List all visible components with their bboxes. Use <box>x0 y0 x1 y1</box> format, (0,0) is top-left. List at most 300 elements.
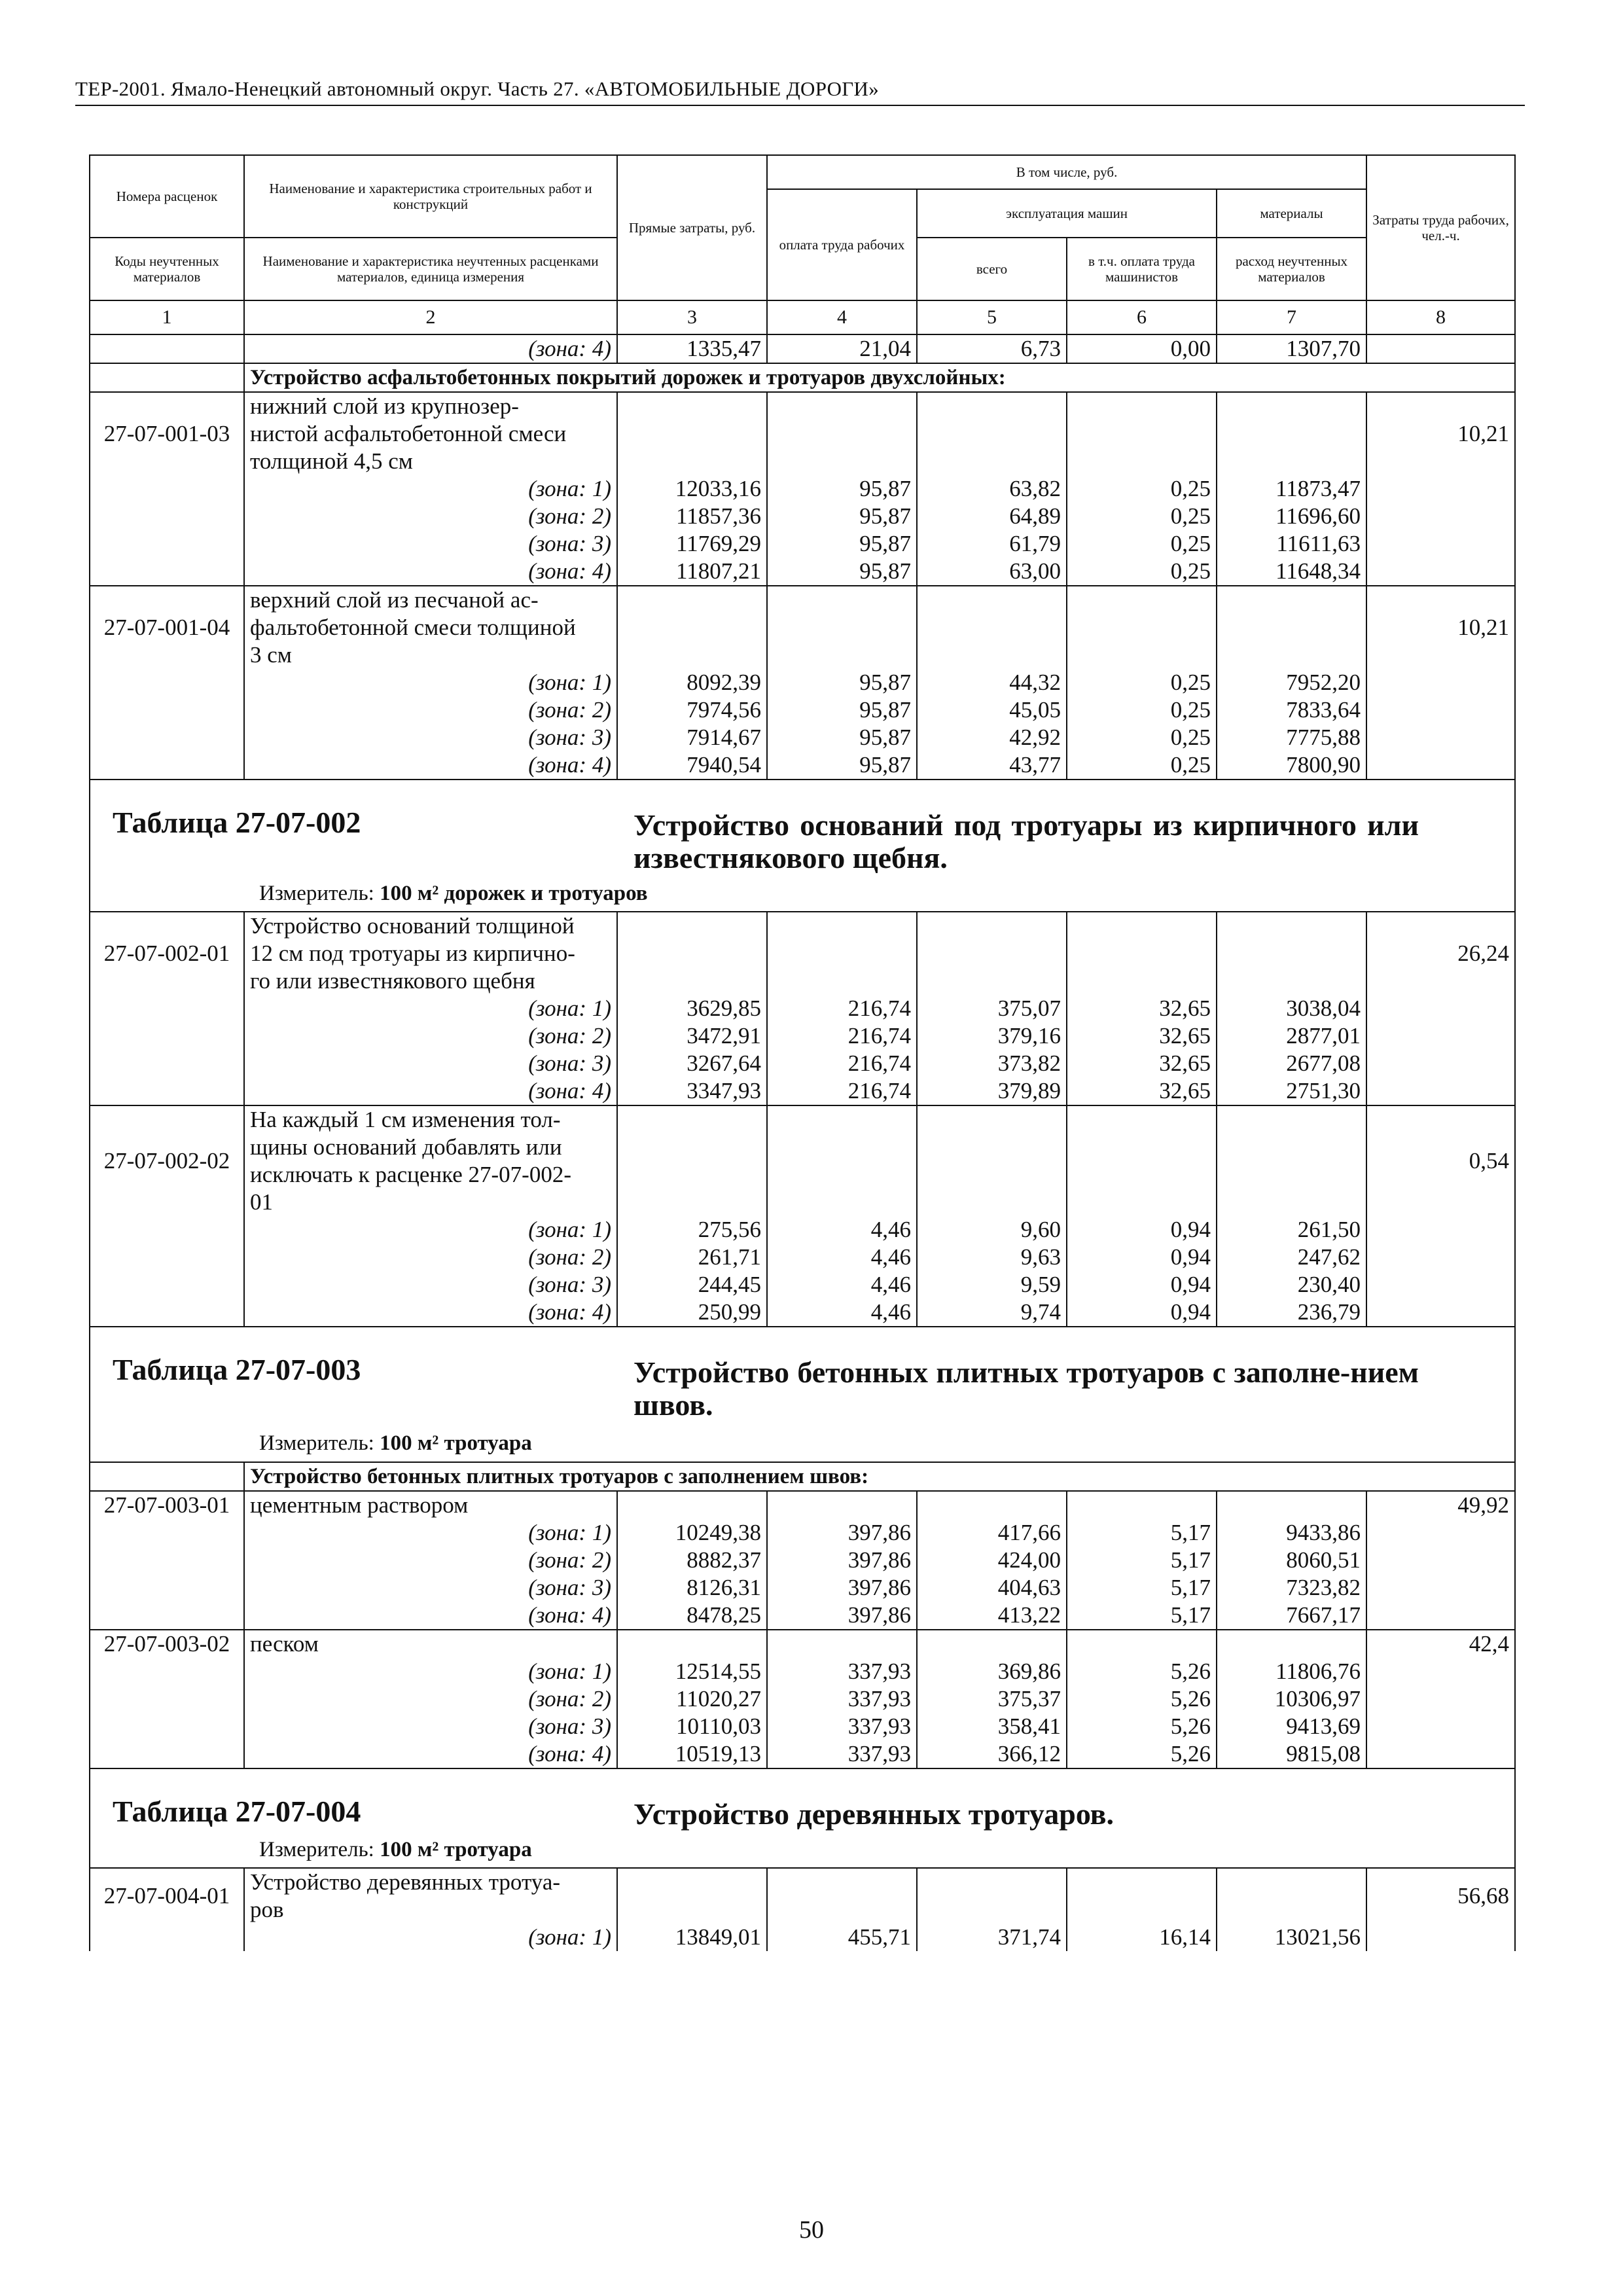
value-cell: 95,87 <box>767 558 917 586</box>
header-desc-top: Наименование и характеристика строительных работ и конструкций <box>244 155 617 238</box>
value-cell: 32,65 <box>1067 1077 1217 1105</box>
value-cell: 0,25 <box>1067 724 1217 751</box>
value-cell: 7667,17 <box>1217 1602 1366 1630</box>
code-cell <box>90 334 244 363</box>
labor-cell <box>1366 475 1515 503</box>
value-cell <box>1217 1630 1366 1658</box>
value-cell: 337,93 <box>767 1713 917 1740</box>
value-cell: 5,26 <box>1067 1658 1217 1685</box>
value-cell: 7323,82 <box>1217 1574 1366 1602</box>
subheading: Устройство бетонных плитных тротуаров с заполнением швов: <box>244 1462 1515 1491</box>
page-number: 50 <box>799 2216 824 2244</box>
code-cell <box>90 1519 244 1547</box>
value-cell: 4,46 <box>767 1216 917 1244</box>
value-cell: 8478,25 <box>617 1602 767 1630</box>
value-cell: 21,04 <box>767 334 917 363</box>
value-cell <box>617 1630 767 1658</box>
value-cell <box>917 392 1067 475</box>
value-cell: 3267,64 <box>617 1050 767 1077</box>
value-cell: 9,60 <box>917 1216 1067 1244</box>
header-direct-cost: Прямые затраты, руб. <box>617 155 767 300</box>
subheading-row <box>90 363 1515 392</box>
value-cell: 10519,13 <box>617 1740 767 1768</box>
value-cell: 0,94 <box>1067 1271 1217 1299</box>
value-cell: 32,65 <box>1067 1022 1217 1050</box>
rate-description: нижний слой из крупнозер- нистой асфальтобетонной смеси толщиной 4,5 см <box>244 392 617 475</box>
zone-row <box>90 1050 1515 1077</box>
rate-labor: 42,4 <box>1366 1630 1515 1658</box>
zone-label: (зона: 1) <box>244 669 617 696</box>
zone-label: (зона: 2) <box>244 503 617 530</box>
value-cell: 4,46 <box>767 1244 917 1271</box>
subheading: Устройство асфальтобетонных покрытий дорожек и тротуаров двухслойных: <box>244 363 1515 392</box>
labor-cell <box>1366 1602 1515 1630</box>
rate-labor: 0,54 <box>1366 1105 1515 1216</box>
value-cell: 261,71 <box>617 1244 767 1271</box>
value-cell: 3038,04 <box>1217 995 1366 1022</box>
value-cell: 7940,54 <box>617 751 767 780</box>
code-cell <box>90 1022 244 1050</box>
value-cell: 63,82 <box>917 475 1067 503</box>
zone-label: (зона: 2) <box>244 1685 617 1713</box>
column-number: 3 <box>617 300 767 334</box>
value-cell: 371,74 <box>917 1924 1067 1951</box>
column-number: 7 <box>1217 300 1366 334</box>
rate-code: 27-07-002-01 <box>90 912 244 995</box>
zone-label: (зона: 2) <box>244 1022 617 1050</box>
value-cell <box>767 1491 917 1519</box>
zone-row <box>90 1547 1515 1574</box>
code-cell <box>90 475 244 503</box>
labor-cell <box>1366 995 1515 1022</box>
value-cell: 0,25 <box>1067 669 1217 696</box>
zone-row <box>90 1924 1515 1951</box>
table-title: Таблица 27-07-004 <box>113 1795 361 1828</box>
zone-row <box>90 530 1515 558</box>
value-cell: 379,16 <box>917 1022 1067 1050</box>
table-title: Таблица 27-07-003 <box>113 1353 361 1386</box>
value-cell <box>1067 586 1217 669</box>
code-cell <box>90 995 244 1022</box>
value-cell: 337,93 <box>767 1658 917 1685</box>
value-cell: 247,62 <box>1217 1244 1366 1271</box>
code-cell <box>90 1299 244 1327</box>
value-cell: 7952,20 <box>1217 669 1366 696</box>
labor-cell <box>1366 558 1515 586</box>
value-cell <box>617 1105 767 1216</box>
code-cell <box>90 363 244 392</box>
header-wages: оплата труда рабочих <box>767 189 917 300</box>
measure-label: Измеритель: <box>259 1838 380 1861</box>
labor-cell <box>1366 1216 1515 1244</box>
code-cell <box>90 669 244 696</box>
value-cell: 7974,56 <box>617 696 767 724</box>
zone-row <box>90 1658 1515 1685</box>
value-cell <box>1067 1868 1217 1924</box>
labor-cell <box>1366 751 1515 780</box>
zone-label: (зона: 2) <box>244 1547 617 1574</box>
code-cell <box>90 530 244 558</box>
value-cell: 45,05 <box>917 696 1067 724</box>
value-cell: 7800,90 <box>1217 751 1366 780</box>
zone-label: (зона: 4) <box>244 1602 617 1630</box>
zone-row <box>90 503 1515 530</box>
table-measure <box>259 880 648 907</box>
value-cell: 95,87 <box>767 530 917 558</box>
value-cell <box>917 912 1067 995</box>
value-cell: 8060,51 <box>1217 1547 1366 1574</box>
value-cell: 0,25 <box>1067 475 1217 503</box>
value-cell: 337,93 <box>767 1685 917 1713</box>
value-cell: 11806,76 <box>1217 1658 1366 1685</box>
rate-description: песком <box>244 1630 617 1658</box>
zone-row <box>90 1244 1515 1271</box>
labor-cell <box>1366 1299 1515 1327</box>
zone-row <box>90 669 1515 696</box>
rate-code: 27-07-003-02 <box>90 1630 244 1658</box>
value-cell: 7914,67 <box>617 724 767 751</box>
value-cell <box>1067 1105 1217 1216</box>
value-cell: 95,87 <box>767 669 917 696</box>
table-title: Таблица 27-07-002 <box>113 806 361 839</box>
value-cell: 6,73 <box>917 334 1067 363</box>
rate-description: Устройство оснований толщиной 12 см под тротуары из кирпично- го или известнякового щебня <box>244 912 617 995</box>
value-cell: 10110,03 <box>617 1713 767 1740</box>
zone-label: (зона: 3) <box>244 1271 617 1299</box>
table-heading-row <box>90 780 1515 912</box>
measure-value: 100 м² тротуара <box>380 1838 532 1861</box>
measure-label: Измеритель: <box>259 882 380 905</box>
code-cell <box>90 1740 244 1768</box>
header-desc-bottom: Наименование и характеристика неучтенных расценками материалов, единица измерения <box>244 238 617 300</box>
value-cell: 3629,85 <box>617 995 767 1022</box>
zone-label: (зона: 3) <box>244 1713 617 1740</box>
rate-code: 27-07-001-03 <box>90 392 244 475</box>
value-cell <box>1067 392 1217 475</box>
value-cell <box>617 1868 767 1924</box>
value-cell <box>1217 1105 1366 1216</box>
value-cell: 11696,60 <box>1217 503 1366 530</box>
value-cell: 5,17 <box>1067 1519 1217 1547</box>
value-cell: 397,86 <box>767 1602 917 1630</box>
zone-label: (зона: 1) <box>244 1519 617 1547</box>
zone-label: (зона: 4) <box>244 751 617 780</box>
value-cell: 250,99 <box>617 1299 767 1327</box>
zone-row <box>90 696 1515 724</box>
value-cell: 95,87 <box>767 503 917 530</box>
zone-row <box>90 334 1515 363</box>
measure-value: 100 м² тротуара <box>380 1431 532 1455</box>
value-cell: 10249,38 <box>617 1519 767 1547</box>
value-cell: 44,32 <box>917 669 1067 696</box>
value-cell: 8882,37 <box>617 1547 767 1574</box>
value-cell: 32,65 <box>1067 995 1217 1022</box>
header-unaccounted-materials: расход неучтенных материалов <box>1217 238 1366 300</box>
value-cell: 275,56 <box>617 1216 767 1244</box>
value-cell: 230,40 <box>1217 1271 1366 1299</box>
code-cell <box>90 1924 244 1951</box>
table-heading-row <box>90 1768 1515 1868</box>
labor-cell <box>1366 1658 1515 1685</box>
value-cell: 404,63 <box>917 1574 1067 1602</box>
measure-value: 100 м² дорожек и тротуаров <box>380 882 648 905</box>
value-cell <box>1067 1491 1217 1519</box>
value-cell: 61,79 <box>917 530 1067 558</box>
value-cell: 9,59 <box>917 1271 1067 1299</box>
table-heading-row <box>90 1327 1515 1462</box>
zone-label: (зона: 1) <box>244 475 617 503</box>
rate-description: Устройство деревянных тротуа- ров <box>244 1868 617 1924</box>
code-cell <box>90 1050 244 1077</box>
value-cell: 9,63 <box>917 1244 1067 1271</box>
labor-cell <box>1366 1574 1515 1602</box>
value-cell: 0,94 <box>1067 1244 1217 1271</box>
code-cell <box>90 503 244 530</box>
value-cell: 397,86 <box>767 1547 917 1574</box>
subheading-row <box>90 1462 1515 1491</box>
rate-code: 27-07-004-01 <box>90 1868 244 1924</box>
column-number: 6 <box>1067 300 1217 334</box>
value-cell <box>617 392 767 475</box>
value-cell: 9433,86 <box>1217 1519 1366 1547</box>
value-cell: 0,94 <box>1067 1299 1217 1327</box>
value-cell: 0,94 <box>1067 1216 1217 1244</box>
header-row-1 <box>90 155 1515 189</box>
rate-labor: 10,21 <box>1366 586 1515 669</box>
value-cell: 12033,16 <box>617 475 767 503</box>
value-cell: 12514,55 <box>617 1658 767 1685</box>
value-cell: 0,00 <box>1067 334 1217 363</box>
header-machines: эксплуатация машин <box>917 189 1217 238</box>
value-cell: 42,92 <box>917 724 1067 751</box>
value-cell: 7833,64 <box>1217 696 1366 724</box>
rate-item-row <box>90 392 1515 475</box>
header-materials: материалы <box>1217 189 1366 238</box>
value-cell: 5,26 <box>1067 1713 1217 1740</box>
zone-row <box>90 1519 1515 1547</box>
zone-row <box>90 724 1515 751</box>
zone-row <box>90 1713 1515 1740</box>
code-cell <box>90 1462 244 1491</box>
value-cell: 16,14 <box>1067 1924 1217 1951</box>
zone-row <box>90 1574 1515 1602</box>
value-cell: 369,86 <box>917 1658 1067 1685</box>
zone-row <box>90 1216 1515 1244</box>
value-cell <box>767 1105 917 1216</box>
value-cell <box>917 1491 1067 1519</box>
rates-table <box>89 154 1516 1951</box>
value-cell <box>1217 912 1366 995</box>
header-machinist-wages: в т.ч. оплата труда машинистов <box>1067 238 1217 300</box>
zone-label: (зона: 4) <box>244 1299 617 1327</box>
value-cell <box>617 1491 767 1519</box>
value-cell: 8092,39 <box>617 669 767 696</box>
value-cell: 0,25 <box>1067 751 1217 780</box>
labor-cell <box>1366 530 1515 558</box>
zone-row <box>90 1299 1515 1327</box>
code-cell <box>90 1574 244 1602</box>
column-number: 8 <box>1366 300 1515 334</box>
code-cell <box>90 1077 244 1105</box>
zone-label: (зона: 3) <box>244 1574 617 1602</box>
value-cell: 95,87 <box>767 696 917 724</box>
value-cell: 9413,69 <box>1217 1713 1366 1740</box>
rate-labor: 26,24 <box>1366 912 1515 995</box>
value-cell <box>1217 1868 1366 1924</box>
zone-label: (зона: 2) <box>244 1244 617 1271</box>
rate-item-row <box>90 586 1515 669</box>
header-code-bottom: Коды неучтенных материалов <box>90 238 244 300</box>
zone-label: (зона: 1) <box>244 1216 617 1244</box>
table-measure <box>259 1429 532 1457</box>
zone-row <box>90 1685 1515 1713</box>
code-cell <box>90 1685 244 1713</box>
value-cell <box>617 586 767 669</box>
value-cell: 373,82 <box>917 1050 1067 1077</box>
rate-item-row <box>90 1491 1515 1519</box>
value-cell: 0,25 <box>1067 503 1217 530</box>
labor-cell <box>1366 1519 1515 1547</box>
zone-label: (зона: 2) <box>244 696 617 724</box>
zone-row <box>90 1271 1515 1299</box>
value-cell: 95,87 <box>767 724 917 751</box>
labor-cell <box>1366 1244 1515 1271</box>
value-cell <box>767 912 917 995</box>
value-cell: 236,79 <box>1217 1299 1366 1327</box>
value-cell <box>917 1868 1067 1924</box>
value-cell: 413,22 <box>917 1602 1067 1630</box>
code-cell <box>90 1602 244 1630</box>
labor-cell <box>1366 1685 1515 1713</box>
value-cell: 63,00 <box>917 558 1067 586</box>
zone-label: (зона: 4) <box>244 1077 617 1105</box>
value-cell: 11769,29 <box>617 530 767 558</box>
value-cell: 5,17 <box>1067 1602 1217 1630</box>
labor-cell <box>1366 1050 1515 1077</box>
value-cell: 95,87 <box>767 475 917 503</box>
rate-code: 27-07-003-01 <box>90 1491 244 1519</box>
value-cell <box>767 1630 917 1658</box>
value-cell: 244,45 <box>617 1271 767 1299</box>
rate-item-row <box>90 1630 1515 1658</box>
value-cell: 1307,70 <box>1217 334 1366 363</box>
value-cell: 7775,88 <box>1217 724 1366 751</box>
value-cell: 417,66 <box>917 1519 1067 1547</box>
labor-cell <box>1366 696 1515 724</box>
value-cell: 9815,08 <box>1217 1740 1366 1768</box>
zone-row <box>90 995 1515 1022</box>
zone-row <box>90 1602 1515 1630</box>
table-measure <box>259 1836 532 1863</box>
value-cell: 5,17 <box>1067 1547 1217 1574</box>
value-cell: 397,86 <box>767 1519 917 1547</box>
value-cell: 375,37 <box>917 1685 1067 1713</box>
value-cell: 397,86 <box>767 1574 917 1602</box>
value-cell: 8126,31 <box>617 1574 767 1602</box>
value-cell <box>767 392 917 475</box>
table-name: Устройство деревянных тротуаров. <box>633 1797 1115 1831</box>
value-cell: 3347,93 <box>617 1077 767 1105</box>
header-machines-total: всего <box>917 238 1067 300</box>
value-cell: 11807,21 <box>617 558 767 586</box>
zone-label: (зона: 3) <box>244 530 617 558</box>
value-cell: 375,07 <box>917 995 1067 1022</box>
zone-row <box>90 751 1515 780</box>
value-cell: 0,25 <box>1067 530 1217 558</box>
value-cell: 11857,36 <box>617 503 767 530</box>
value-cell: 10306,97 <box>1217 1685 1366 1713</box>
rate-description: верхний слой из песчаной ас- фальтобетонной смеси толщиной 3 см <box>244 586 617 669</box>
value-cell <box>917 586 1067 669</box>
running-header: ТЕР-2001. Ямало-Ненецкий автономный округ. Часть 27. «АВТОМОБИЛЬНЫЕ ДОРОГИ» <box>75 77 880 100</box>
rate-item-row <box>90 1868 1515 1924</box>
value-cell: 1335,47 <box>617 334 767 363</box>
header-labor-cost: Затраты труда рабочих, чел.-ч. <box>1366 155 1515 300</box>
zone-label: (зона: 4) <box>244 1740 617 1768</box>
value-cell: 11873,47 <box>1217 475 1366 503</box>
table-heading <box>90 1768 1515 1868</box>
labor-cell <box>1366 1077 1515 1105</box>
zone-label: (зона: 3) <box>244 1050 617 1077</box>
column-number: 4 <box>767 300 917 334</box>
value-cell: 4,46 <box>767 1299 917 1327</box>
value-cell: 64,89 <box>917 503 1067 530</box>
rate-labor: 56,68 <box>1366 1868 1515 1924</box>
table-name: Устройство бетонных плитных тротуаров с заполне-нием швов. <box>633 1355 1419 1422</box>
value-cell: 424,00 <box>917 1547 1067 1574</box>
rate-code: 27-07-002-02 <box>90 1105 244 1216</box>
value-cell <box>1217 586 1366 669</box>
value-cell: 5,17 <box>1067 1574 1217 1602</box>
rate-item-row <box>90 1105 1515 1216</box>
rate-labor: 10,21 <box>1366 392 1515 475</box>
table-heading <box>90 1327 1515 1462</box>
value-cell: 11020,27 <box>617 1685 767 1713</box>
zone-row <box>90 1077 1515 1105</box>
value-cell: 3472,91 <box>617 1022 767 1050</box>
code-cell <box>90 558 244 586</box>
value-cell <box>917 1630 1067 1658</box>
zone-label: (зона: 4) <box>244 558 617 586</box>
value-cell: 11611,63 <box>1217 530 1366 558</box>
value-cell: 13849,01 <box>617 1924 767 1951</box>
code-cell <box>90 724 244 751</box>
zone-label: (зона: 1) <box>244 995 617 1022</box>
value-cell: 43,77 <box>917 751 1067 780</box>
rate-description: цементным раствором <box>244 1491 617 1519</box>
labor-cell <box>1366 503 1515 530</box>
value-cell: 32,65 <box>1067 1050 1217 1077</box>
value-cell <box>1217 1491 1366 1519</box>
value-cell <box>1067 912 1217 995</box>
zone-label: (зона: 4) <box>244 334 617 363</box>
zone-row <box>90 1022 1515 1050</box>
value-cell: 2677,08 <box>1217 1050 1366 1077</box>
zone-label: (зона: 1) <box>244 1924 617 1951</box>
labor-cell <box>1366 334 1515 363</box>
value-cell: 216,74 <box>767 1077 917 1105</box>
rate-code: 27-07-001-04 <box>90 586 244 669</box>
value-cell: 337,93 <box>767 1740 917 1768</box>
rate-description: На каждый 1 см изменения тол- щины оснований добавлять или исключать к расценке 27-07-002- 01 <box>244 1105 617 1216</box>
zone-label: (зона: 1) <box>244 1658 617 1685</box>
zone-row <box>90 558 1515 586</box>
value-cell: 216,74 <box>767 995 917 1022</box>
labor-cell <box>1366 1547 1515 1574</box>
column-number: 1 <box>90 300 244 334</box>
header-column-numbers <box>90 300 1515 334</box>
value-cell: 2877,01 <box>1217 1022 1366 1050</box>
